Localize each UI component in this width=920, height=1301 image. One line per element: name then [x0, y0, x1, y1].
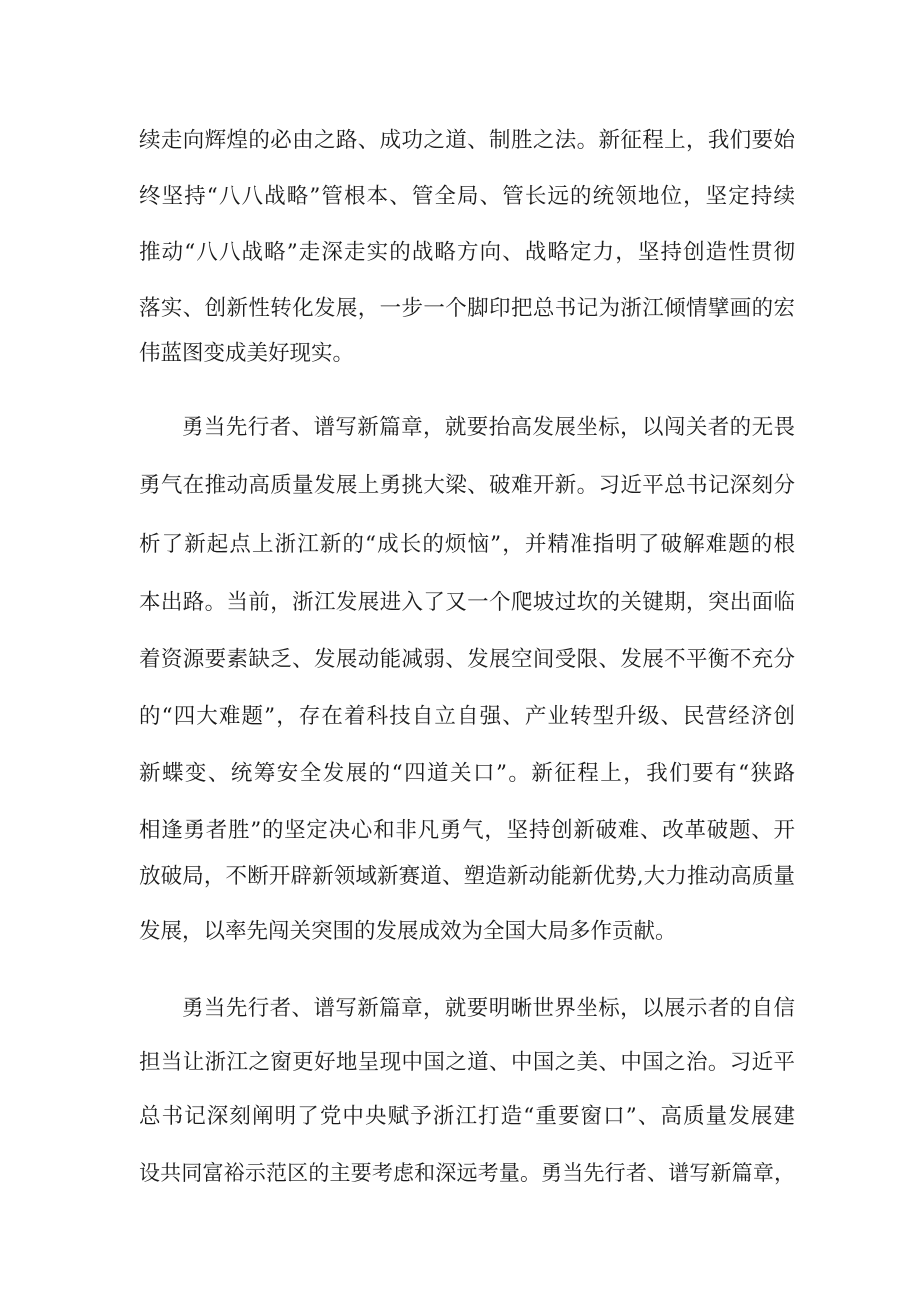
paragraph-1-line-1: 续走向辉煌的必由之路、成功之道、制胜之法。新征程上，我们要始: [139, 128, 795, 153]
paragraph-1-line-4: 落实、创新性转化发展，一步一个脚印把总书记为浙江倾情擘画的宏: [139, 296, 795, 321]
paragraph-2-line-2: 勇气在推动高质量发展上勇挑大梁、破难开新。习近平总书记深刻分: [139, 473, 795, 498]
paragraph-2-line-6: 的“四大难题”，存在着科技自立自强、产业转型升级、民营经济创: [139, 704, 795, 729]
paragraph-2-line-9: 放破局，不断开辟新领域新赛道、塑造新动能新优势,大力推动高质量: [139, 864, 795, 889]
paragraph-2-line-5: 着资源要素缺乏、发展动能减弱、发展空间受限、发展不平衡不充分: [139, 647, 795, 672]
paragraph-3-line-4: 设共同富裕示范区的主要考虑和深远考量。勇当先行者、谱写新篇章，: [139, 1161, 795, 1185]
paragraph-1-line-3: 推动“八八战略”走深走实的战略方向、战略定力，坚持创造性贯彻: [139, 240, 795, 265]
paragraph-2-line-10: 发展，以率先闯关突围的发展成效为全国大局多作贡献。: [139, 919, 677, 944]
paragraph-3-line-3: 总书记深刻阐明了党中央赋予浙江打造“重要窗口”、高质量发展建: [139, 1104, 795, 1129]
paragraph-1-line-5: 伟蓝图变成美好现实。: [139, 341, 355, 366]
paragraph-2-line-8: 相逢勇者胜”的坚定决心和非凡勇气，坚持创新破难、改革破题、开: [139, 818, 795, 843]
paragraph-2-line-4: 本出路。当前，浙江发展进入了又一个爬坡过坎的关键期，突出面临: [139, 590, 795, 615]
paragraph-2-line-7: 新蝶变、统筹安全发展的“四道关口”。新征程上，我们要有“狭路: [139, 761, 795, 786]
paragraph-3-line-1: 勇当先行者、谱写新篇章，就要明晰世界坐标，以展示者的自信: [182, 996, 795, 1021]
paragraph-2-line-1: 勇当先行者、谱写新篇章，就要抬高发展坐标，以闯关者的无畏: [182, 415, 795, 440]
paragraph-3-line-2: 担当让浙江之窗更好地呈现中国之道、中国之美、中国之治。习近平: [139, 1050, 795, 1075]
paragraph-1-line-2: 终坚持“八八战略”管根本、管全局、管长远的统领地位，坚定持续: [139, 184, 795, 209]
paragraph-2-line-3: 析了新起点上浙江新的“成长的烦恼”，并精准指明了破解难题的根: [139, 532, 795, 557]
